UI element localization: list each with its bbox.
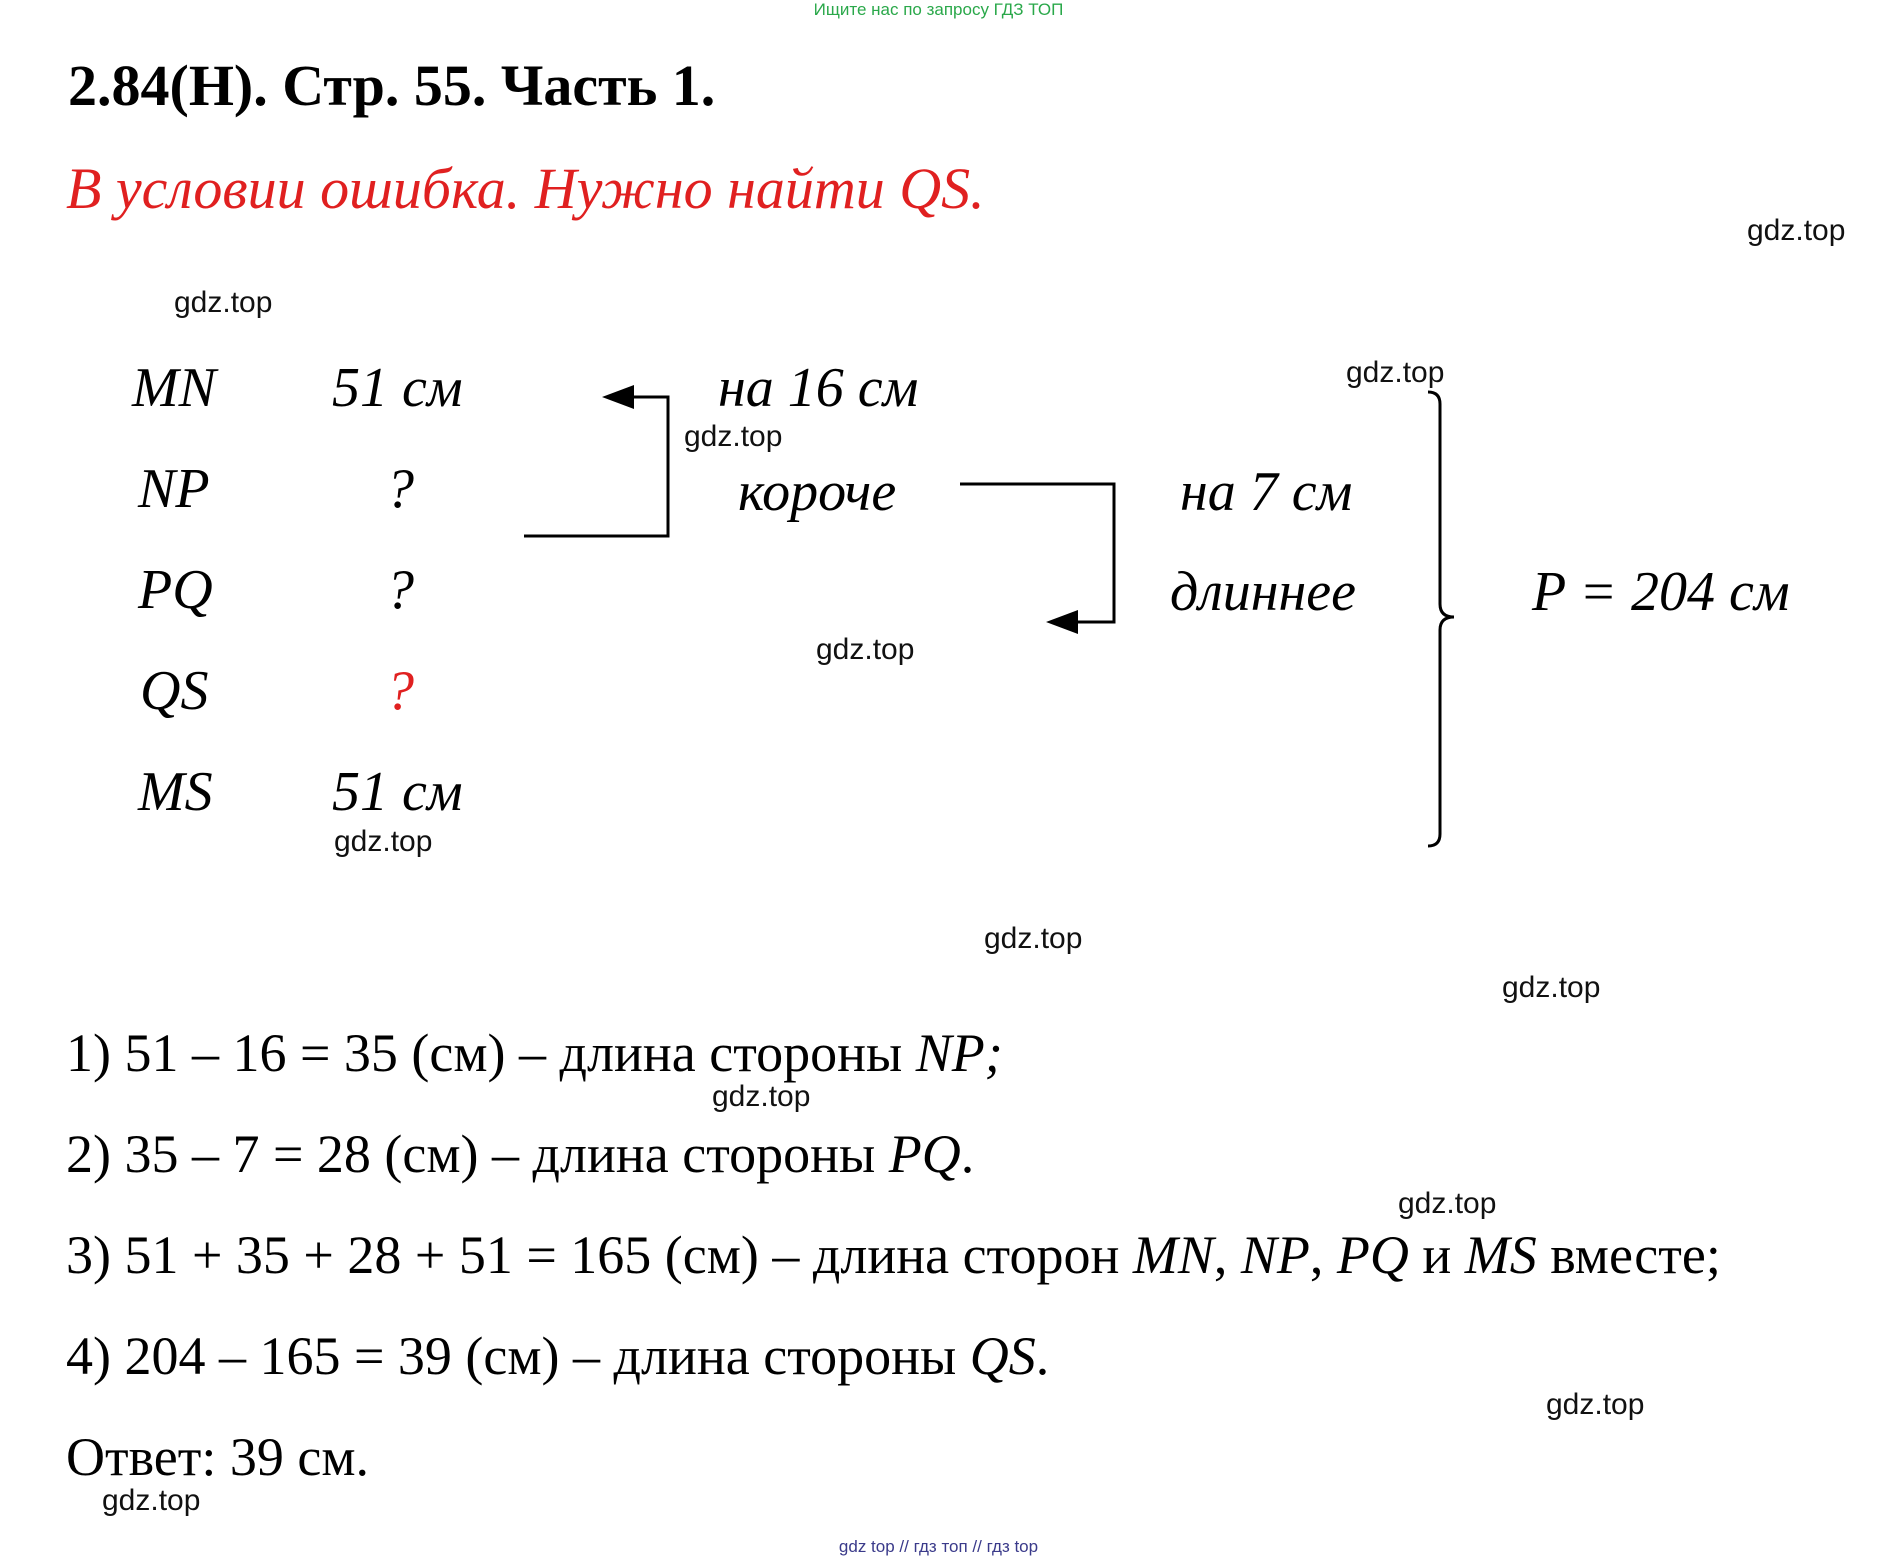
arrow-shorter [524, 397, 668, 536]
segment-label-pq: PQ [138, 559, 213, 621]
perimeter-brace [1428, 392, 1454, 846]
segment-value-np: ? [386, 458, 414, 520]
top-banner: Ищите нас по запросу ГДЗ ТОП [813, 0, 1064, 19]
watermark: gdz.top [102, 1484, 201, 1517]
answer: Ответ: 39 см. [66, 1427, 369, 1487]
segment-value-ms: 51 см [332, 761, 463, 823]
page-title: 2.84(Н). Стр. 55. Часть 1. [68, 53, 716, 118]
watermark: gdz.top [712, 1080, 811, 1113]
watermark: gdz.top [1502, 971, 1601, 1004]
watermark: gdz.top [984, 922, 1083, 955]
perimeter-label: P = 204 см [1532, 561, 1790, 623]
solution-step-1: 1) 51 – 16 = 35 (см) – длина стороны NP; [66, 1023, 1003, 1083]
watermark: gdz.top [1747, 214, 1846, 247]
relation-amount-7: на 7 см [1180, 461, 1353, 523]
segment-label-qs: QS [140, 660, 209, 722]
footer-watermark: gdz top // гдз топ // гдз top [838, 1537, 1039, 1556]
watermark: gdz.top [1398, 1187, 1497, 1220]
solution-step-3: 3) 51 + 35 + 28 + 51 = 165 (см) – длина сторон MN, NP, PQ и MS вместе; [66, 1225, 1721, 1285]
arrow-head-shorter [602, 385, 634, 409]
watermark: gdz.top [1546, 1388, 1645, 1421]
relation-shorter: короче [738, 461, 897, 523]
watermark: gdz.top [1346, 356, 1445, 389]
segment-label-ms: MS [138, 761, 213, 823]
relation-longer: длиннее [1170, 561, 1357, 623]
watermark: gdz.top [174, 286, 273, 319]
watermark: gdz.top [816, 633, 915, 666]
solution-step-4: 4) 204 – 165 = 39 (см) – длина стороны QS. [66, 1326, 1050, 1386]
watermark: gdz.top [334, 825, 433, 858]
arrow-head-longer [1046, 610, 1078, 634]
arrow-longer [960, 484, 1114, 622]
relation-amount-16: на 16 см [718, 357, 919, 419]
watermark: gdz.top [684, 420, 783, 453]
segment-value-qs: ? [386, 660, 414, 722]
segment-label-np: NP [138, 458, 210, 520]
solution-step-2: 2) 35 – 7 = 28 (см) – длина стороны PQ. [66, 1124, 975, 1184]
segment-value-pq: ? [386, 559, 414, 621]
error-note: В условии ошибка. Нужно найти QS. [66, 156, 985, 221]
segment-value-mn: 51 см [332, 357, 463, 419]
segment-label-mn: MN [132, 357, 216, 419]
